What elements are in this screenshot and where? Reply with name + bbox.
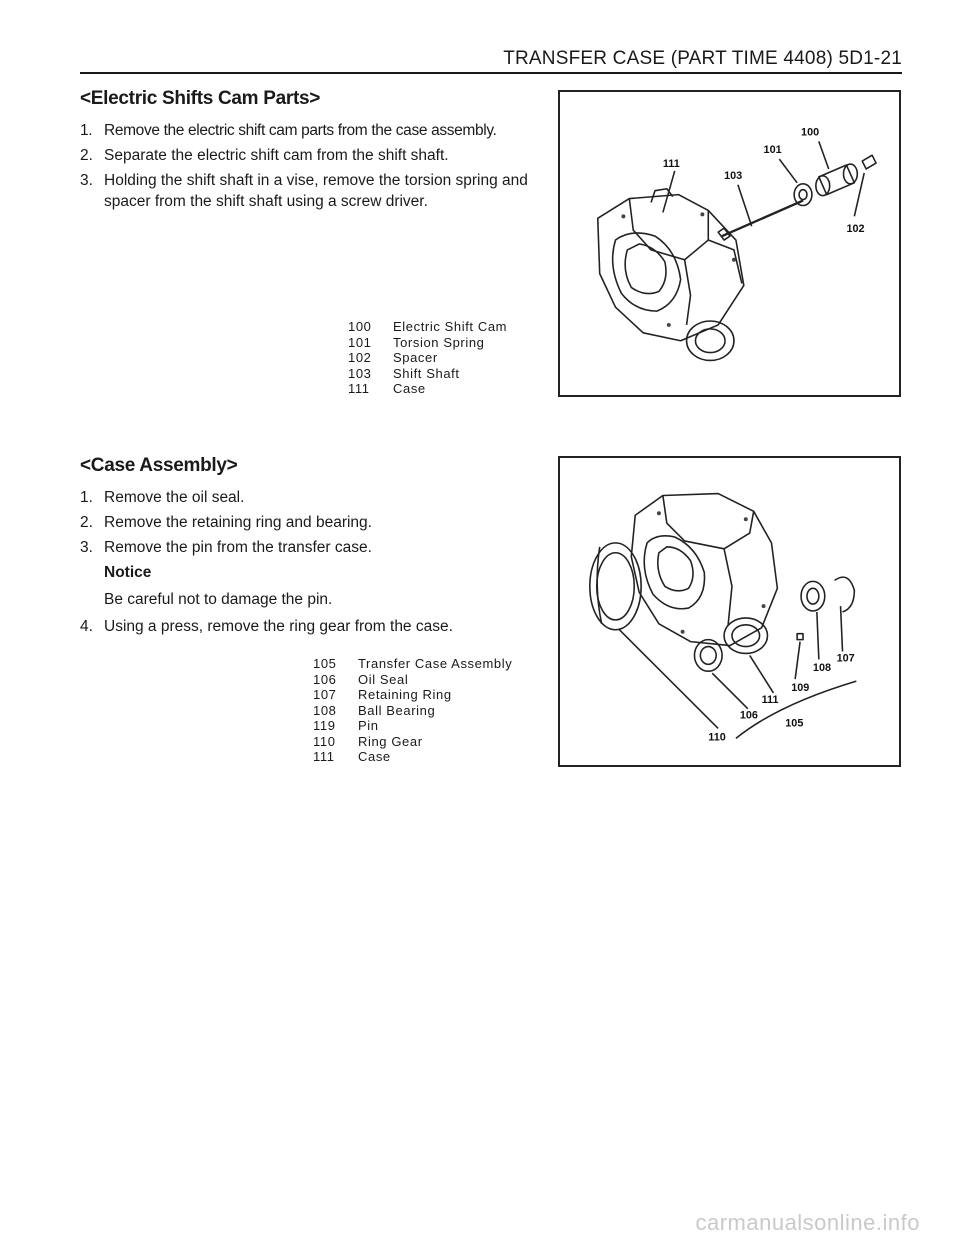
callout-101: 101 [763,144,782,157]
step-number: 4. [80,618,93,635]
step-list [80,616,540,637]
step-text: Holding the shift shaft in a vise, remove the torsion spring and spacer from the shift shaft using a screw driver. [104,172,528,210]
callout-105: 105 [785,717,804,730]
legend-code: 107 [313,687,337,702]
step-text: Remove the electric shift cam parts from the case assembly. [104,122,497,139]
step-text: Using a press, remove the ring gear from the case. [104,618,453,635]
callout-100: 100 [801,126,820,139]
step-number: 2. [80,147,93,164]
legend-code: 110 [313,733,336,749]
callout-103: 103 [724,169,743,182]
figure-case-assembly-exploded [558,456,901,767]
case-assembly-illustration [560,458,899,765]
callout-107: 107 [836,652,855,665]
legend-label: Transfer Case Assembly [358,656,513,671]
legend-label: Case [393,381,426,396]
section-title: <Electric Shifts Cam Parts> [80,88,321,109]
notice-title: Notice [104,564,152,581]
legend-row [313,734,512,750]
legend-row [348,335,507,351]
callout-106: 106 [739,709,758,722]
legend-code: 111 [313,749,335,764]
section-case-assembly [80,455,540,641]
legend-row [348,381,507,397]
legend-row [313,672,512,688]
page-header: TRANSFER CASE (PART TIME 4408) 5D1-21 [503,48,902,69]
legend-code: 105 [313,656,337,671]
callout-110: 110 [708,731,726,744]
legend-label: Oil Seal [358,671,409,687]
legend-row [348,319,507,335]
step-list [80,487,540,558]
legend-label: Spacer [393,350,438,365]
legend-label: Retaining Ring [358,687,452,702]
step-item [80,537,540,558]
notice-text: Be careful not to damage the pin. [104,591,333,608]
callout-109: 109 [791,681,810,694]
step-number: 3. [80,539,93,556]
legend-label: Torsion Spring [393,334,485,350]
legend-row [348,350,507,366]
legend-row [313,656,512,672]
section-electric-shift-cam [80,88,540,216]
callout-108: 108 [812,662,832,675]
watermark: carmanualsonline.info [695,1210,920,1235]
legend-label: Electric Shift Cam [393,319,508,334]
callout-111: 111 [662,158,680,171]
step-number: 3. [80,172,93,189]
legend-row [313,687,512,703]
legend-label: Ball Bearing [358,702,436,718]
callout-111: 111 [761,693,779,706]
step-number: 2. [80,514,93,531]
step-item [80,170,540,212]
step-item [80,616,540,637]
legend-label: Ring Gear [358,733,423,749]
step-item [80,512,540,533]
legend-row [313,703,512,719]
legend-label: Case [358,749,391,764]
step-text: Separate the electric shift cam from the shift shaft. [104,147,449,164]
callout-102: 102 [846,223,865,236]
section-title: <Case Assembly> [80,455,238,476]
legend-code: 102 [348,350,372,365]
step-number: 1. [80,122,93,139]
legend-label: Shift Shaft [393,365,460,381]
legend-code: 101 [348,334,372,350]
legend-code: 100 [348,319,372,334]
legend-row [313,749,512,765]
step-number: 1. [80,489,93,506]
step-item [80,120,540,141]
header-rule [80,72,902,74]
step-text: Remove the retaining ring and bearing. [104,514,372,531]
legend-code: 111 [348,381,370,396]
legend-label: Pin [358,718,379,733]
step-text: Remove the pin from the transfer case. [104,539,372,556]
parts-legend [348,319,507,397]
notice-block [80,562,540,610]
legend-code: 119 [313,718,336,733]
shift-cam-illustration [560,92,899,395]
figure-shift-cam-exploded [558,90,901,397]
step-item [80,487,540,508]
legend-row [313,718,512,734]
legend-code: 106 [313,671,337,687]
step-item [80,145,540,166]
legend-row [348,366,507,382]
legend-code: 108 [313,702,337,718]
step-list [80,120,540,212]
legend-code: 103 [348,365,372,381]
step-text: Remove the oil seal. [104,489,245,506]
parts-legend [313,656,512,765]
